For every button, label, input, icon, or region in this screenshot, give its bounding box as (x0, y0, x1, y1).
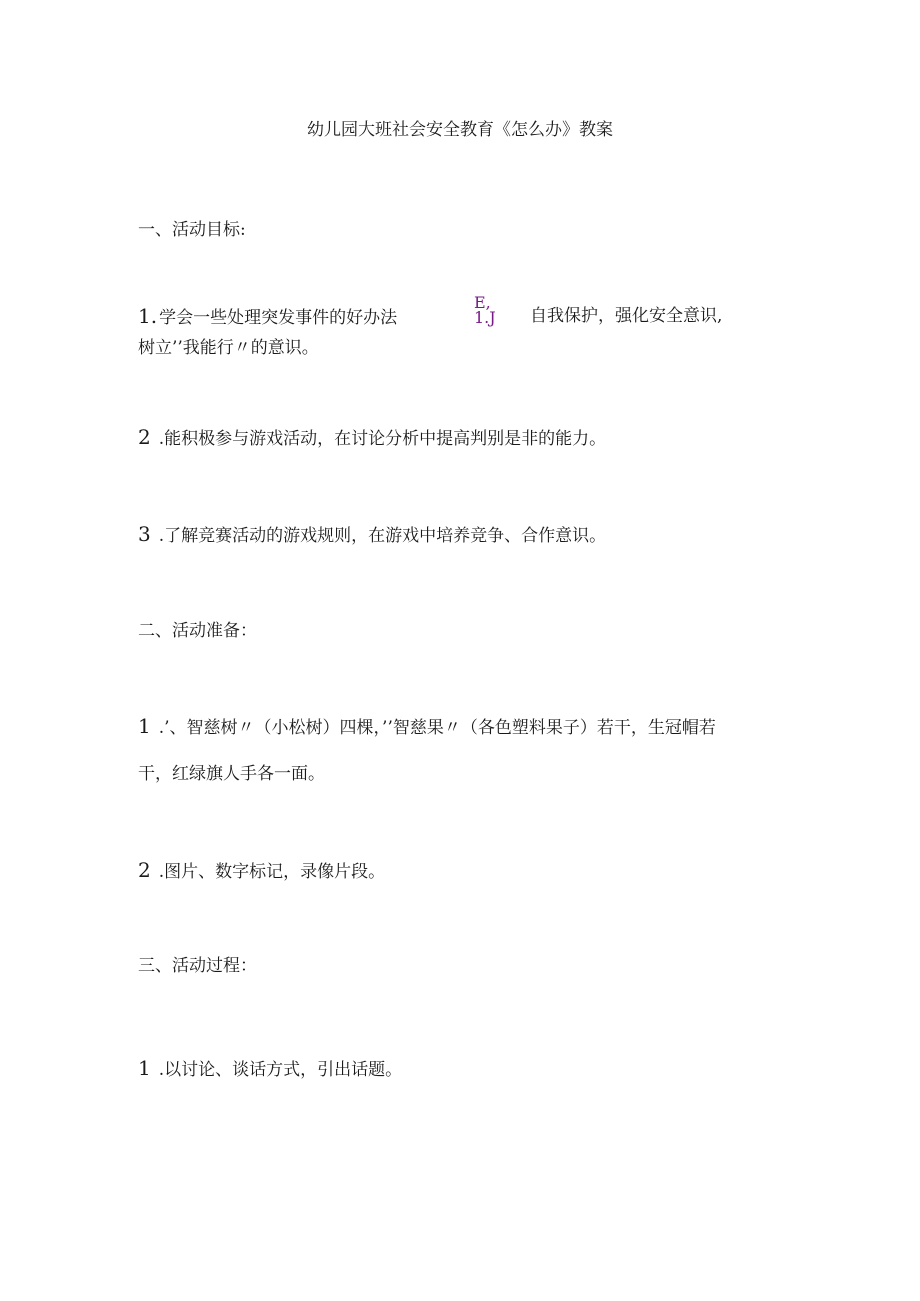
objective-item-1 (138, 305, 397, 329)
item-text: .图片、数字标记，录像片段。 (158, 862, 386, 882)
preparation-item-1 (138, 715, 716, 739)
section-heading-objectives: 一、活动目标: (138, 220, 246, 240)
item-number: 3 (138, 522, 151, 546)
item-text: .能积极参与游戏活动，在讨论分析中提高判别是非的能力。 (158, 429, 607, 449)
section-heading-preparation: 二、活动准备： (138, 621, 257, 641)
objective-item-2 (138, 426, 606, 450)
objective-item-1-continuation: 树立’’我能行〃的意识。 (138, 338, 319, 358)
item-number: 1 (138, 1056, 151, 1080)
item-number: 1. (138, 304, 158, 328)
item-text-right: 自我保护，强化安全意识, (530, 306, 723, 326)
preparation-item-1-continuation: 干，红绿旗人手各一面。 (138, 764, 325, 784)
objective-item-3 (138, 523, 606, 547)
process-item-1 (138, 1057, 402, 1081)
section-heading-process: 三、活动过程： (138, 956, 257, 976)
item-text: .以讨论、谈话方式，引出话题。 (158, 1060, 403, 1080)
item-number: 2 (138, 425, 151, 449)
item-text: .了解竞赛活动的游戏规则，在游戏中培养竞争、合作意识。 (158, 526, 607, 546)
item-text-left: 学会一些处理突发事件的好办法 (159, 308, 398, 328)
preparation-item-2 (138, 859, 385, 883)
handwritten-annotation: E, 1.J (474, 293, 496, 327)
document-title: 幼儿园大班社会安全教育《怎么办》教案 (307, 120, 613, 140)
item-number: 1 (138, 714, 151, 738)
item-text: .’、智慈树〃（小松树）四棵，’’智慈果〃（各色塑料果子）若干，生冠帽若 (158, 718, 716, 738)
item-number: 2 (138, 858, 151, 882)
